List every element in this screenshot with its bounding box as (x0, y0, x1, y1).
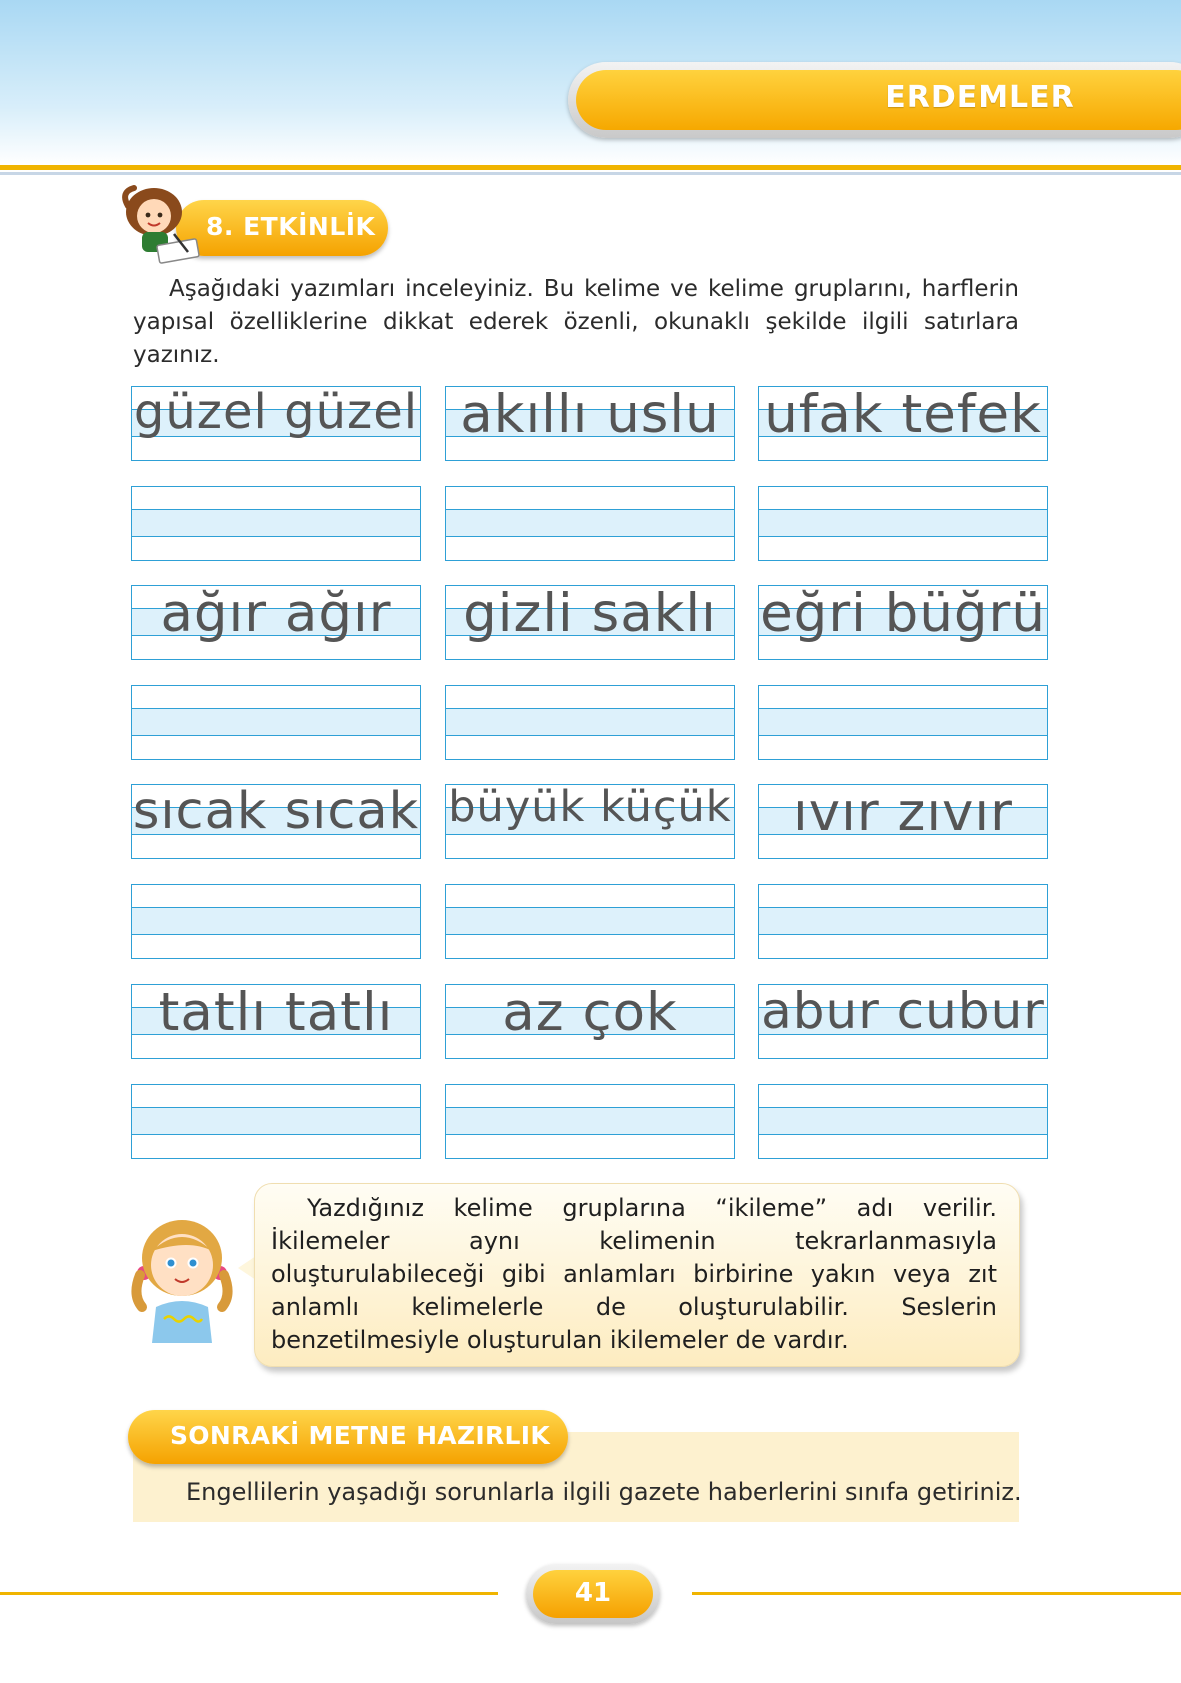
guide-band (759, 907, 1047, 935)
example-word: tatlı tatlı (158, 984, 394, 1043)
header-divider (0, 165, 1181, 170)
example-line (131, 585, 421, 660)
example-word: ağır ağır (160, 585, 392, 644)
writing-line[interactable] (445, 1084, 735, 1159)
info-note-text: Yazdığınız kelime gruplarına “ikileme” adı verilir. İkilemeler aynı kelimenin tekrarlanmasıyla oluşturulabileceği gibi anlamları birbirine yakın veya zıt anlamlı kelimelerle de oluşturulabilir. Seslerin benzetilmesiyle oluşturulan ikilemeler de vardır. (271, 1194, 997, 1354)
activity-instruction: Aşağıdaki yazımları inceleyiniz. Bu kelime ve kelime gruplarını, harflerin yapısal özelliklerine dikkat ederek özenli, okunaklı şekilde ilgili satırlara yazınız. (133, 276, 1019, 368)
guide-band (446, 708, 734, 736)
writing-line[interactable] (131, 884, 421, 959)
example-line (445, 984, 735, 1059)
example-line (445, 386, 735, 461)
example-word: abur cubur (761, 984, 1045, 1040)
writing-line[interactable] (445, 685, 735, 760)
example-line (758, 784, 1048, 859)
example-line (131, 784, 421, 859)
guide-band (759, 509, 1047, 537)
example-line (758, 585, 1048, 660)
guide-band (132, 907, 420, 935)
next-text-instruction: Engellilerin yaşadığı sorunlarla ilgili gazete haberlerini sınıfa getiriniz. (186, 1478, 1022, 1506)
writing-grid (131, 386, 1048, 1161)
guide-band (759, 708, 1047, 736)
next-text-title: SONRAKİ METNE HAZIRLIK (170, 1421, 551, 1450)
page-number: 41 (574, 1578, 612, 1608)
example-word: sıcak sıcak (132, 784, 420, 841)
example-line (445, 784, 735, 859)
guide-band (132, 509, 420, 537)
example-line (445, 585, 735, 660)
example-word: büyük küçük (448, 784, 732, 832)
writing-line[interactable] (758, 685, 1048, 760)
example-word: eğri büğrü (760, 585, 1046, 644)
header-divider-shadow (0, 172, 1181, 175)
writing-line[interactable] (758, 884, 1048, 959)
example-word: az çok (502, 984, 678, 1043)
section-title: ERDEMLER (885, 80, 1075, 115)
writing-line[interactable] (131, 1084, 421, 1159)
writing-line[interactable] (131, 486, 421, 561)
example-word: ıvır zıvır (793, 784, 1013, 843)
guide-band (446, 509, 734, 537)
writing-line[interactable] (758, 1084, 1048, 1159)
writing-line[interactable] (758, 486, 1048, 561)
example-line (758, 984, 1048, 1059)
guide-band (132, 1107, 420, 1135)
activity-title: 8. ETKİNLİK (206, 212, 376, 241)
example-word: gizli saklı (463, 585, 717, 644)
example-word: güzel güzel (133, 386, 419, 440)
example-line (131, 984, 421, 1059)
guide-band (132, 708, 420, 736)
footer-line-left (0, 1592, 498, 1595)
guide-band (446, 1107, 734, 1135)
girl-writing-icon (114, 182, 210, 264)
writing-line[interactable] (131, 685, 421, 760)
guide-band (446, 907, 734, 935)
example-line (758, 386, 1048, 461)
writing-line[interactable] (445, 486, 735, 561)
example-line (131, 386, 421, 461)
example-word: ufak tefek (764, 386, 1042, 445)
footer-line-right (692, 1592, 1181, 1595)
example-word: akıllı uslu (460, 386, 720, 445)
guide-band (759, 1107, 1047, 1135)
girl-avatar-icon (130, 1203, 234, 1343)
writing-line[interactable] (445, 884, 735, 959)
